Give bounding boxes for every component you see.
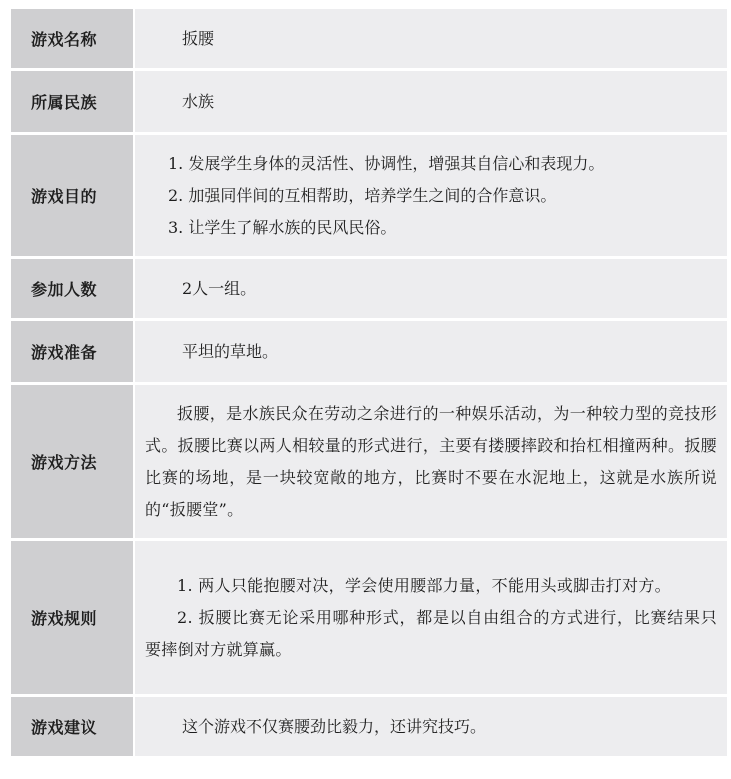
row-value-participants: [135, 259, 727, 318]
method-paragraph: 扳腰，是水族民众在劳动之余进行的一种娱乐活动，为一种较力型的竞技形式。扳腰比赛以两人相较量的形式进行，主要有搂腰摔跤和抬杠相撞两种。扳腰比赛的场地，是一块较宽敞的地方，比赛时不要在水泥地上，这就是水族所说的“扳腰堂”。: [145, 403, 717, 519]
row-value-game-purpose: [135, 135, 727, 256]
row-label-rules: 游戏规则: [11, 541, 133, 694]
row-label-game-purpose: 游戏目的: [11, 135, 133, 256]
row-label-participants: 参加人数: [11, 259, 133, 318]
row-value-suggestion: [135, 697, 727, 756]
row-value-rules: [135, 541, 727, 694]
row-value-ethnic-group: [135, 71, 727, 132]
row-label-preparation: 游戏准备: [11, 321, 133, 382]
row-value-preparation: [135, 321, 727, 382]
ethnic-group-text: 水族: [182, 91, 215, 111]
rules-paragraph: 2. 扳腰比赛无论采用哪种形式，都是以自由组合的方式进行，比赛结果只要摔倒对方就算赢。: [145, 607, 717, 659]
suggestion-text: 这个游戏不仅赛腰劲比毅力，还讲究技巧。: [182, 716, 487, 736]
preparation-text: 平坦的草地。: [182, 341, 279, 361]
purpose-item: 2. 加强同伴间的互相帮助，培养学生之间的合作意识。: [168, 185, 557, 205]
purpose-item: 1. 发展学生身体的灵活性、协调性，增强其自信心和表现力。: [168, 153, 605, 173]
row-value-game-name: [135, 9, 727, 68]
row-label-suggestion: 游戏建议: [11, 697, 133, 756]
row-value-method: [135, 385, 727, 538]
game-info-table: [11, 9, 727, 756]
game-name-text: 扳腰: [182, 28, 215, 48]
rules-paragraph: 1. 两人只能抱腰对决，学会使用腰部力量，不能用头或脚击打对方。: [177, 575, 671, 595]
row-label-ethnic-group: 所属民族: [11, 71, 133, 132]
participants-text: 2人一组。: [182, 278, 257, 298]
row-label-method: 游戏方法: [11, 385, 133, 538]
row-label-game-name: 游戏名称: [11, 9, 133, 68]
purpose-item: 3. 让学生了解水族的民风民俗。: [168, 217, 397, 237]
